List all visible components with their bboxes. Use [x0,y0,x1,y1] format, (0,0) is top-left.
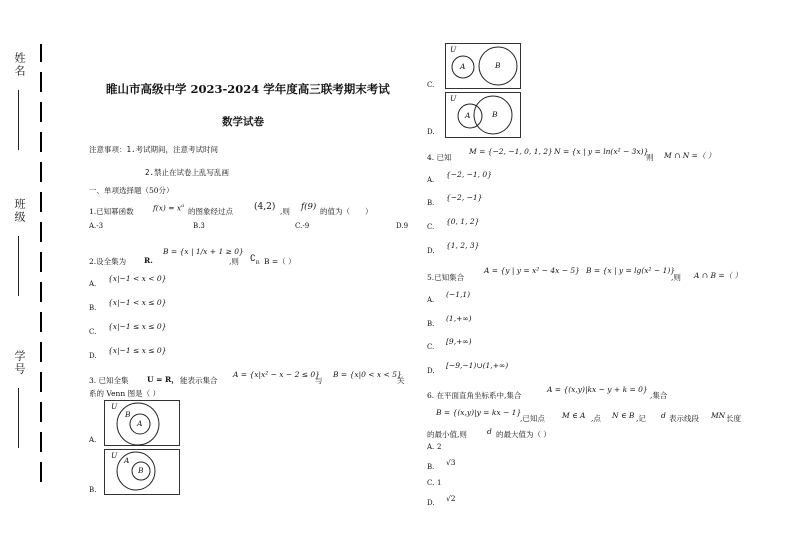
q6-stem-c: ,已知点 [520,414,545,423]
venn-b-label-b: B [138,466,144,475]
q2-option-a-label[interactable]: A. [89,280,97,288]
q5-option-a-text: (−1,1) [446,290,471,299]
q6-option-d-text: √2 [446,494,456,503]
venn-d-label-u: U [450,94,457,103]
q2-option-d-text: {x|−1 ≤ x ≤ 0} [108,346,167,355]
q5-option-b-text: (1,+∞) [446,314,472,323]
q5-option-d-text: [−9,−1)∪(1,+∞) [446,361,509,370]
q1-option-a[interactable]: A.-3 [89,222,104,230]
class-label: 班级 [13,198,26,224]
q3-set-a: A = {x|x² − x − 2 ≤ 0} [233,370,320,379]
q2-stem-b: ,则 [229,257,239,266]
q2-option-d-label[interactable]: D. [89,352,97,360]
venn-a-label-u: U [111,402,118,411]
q1-stem-a: 1.已知幂函数 [89,207,134,216]
q4-set-m: M = {−2, −1, 0, 1, 2} [469,147,553,156]
q2-option-c-text: {x|−1 ≤ x ≤ 0} [108,322,167,331]
q6-mn: MN [711,411,726,420]
q3-stem-c: 系的 Venn 图是（ ） [89,389,160,398]
q2-stem-a: 2.设全集为 [89,257,127,266]
q5-option-c-label[interactable]: C. [427,343,435,351]
venn-c-label-u: U [450,45,457,54]
q2-option-b-label[interactable]: B. [89,304,97,312]
q6-stem-a: 6. 在平面直角坐标系中,集合 [427,391,522,400]
name-label: 姓名 [13,52,26,78]
venn-d-label-b: B [492,110,498,119]
q6-point-n: N ∈ B [612,411,635,420]
q3-option-a[interactable]: A. [89,436,97,444]
q2-option-a-text: {x|−1 < x < 0} [108,274,167,283]
q3-set-b: B = {x|0 < x < 5} [333,370,402,379]
q5-option-c-text: [9,+∞) [446,337,472,346]
q2-set-b: B = {x | 1/x + 1 ≥ 0} [163,247,244,256]
q4-expr: M ∩ N =（ ） [664,151,716,160]
q3-option-c[interactable]: C. [427,81,435,89]
q1-stem-c: ,则 [280,207,290,216]
q3-option-d[interactable]: D. [427,128,435,136]
venn-c-label-a: A [460,62,466,71]
q5-stem-b: ,则 [671,273,681,282]
q6-option-c-label[interactable]: C. [427,479,435,487]
q6-stem-i: 的最大值为（ ） [496,430,551,439]
q4-stem-b: 则 [646,153,654,162]
q6-d: d [661,411,666,420]
q1-f9: f(9) [301,202,317,212]
id-label: 学号 [13,350,26,376]
q4-option-b-text: {−2, −1} [446,193,483,202]
q6-stem-g: 长度 [726,414,741,423]
q4-option-a-label[interactable]: A. [427,176,435,184]
q2-option-c-label[interactable]: C. [89,328,97,336]
q6-option-c-text: 1 [437,479,442,487]
venn-d-label-a: A [465,111,471,120]
q4-option-b-label[interactable]: B. [427,199,435,207]
q2-universal-set: R. [144,256,153,265]
q5-set-a: A = {y | y = x² − 4x − 5} [484,266,580,275]
venn-a-label-b: B [125,410,131,419]
q2-complement: $∁_R$ [250,254,260,266]
q5-option-d-label[interactable]: D. [427,367,435,375]
q2-option-b-text: {x|−1 < x ≤ 0} [108,298,167,307]
q1-option-c[interactable]: C.-9 [295,222,310,230]
q6-option-b-label[interactable]: B. [427,463,435,471]
q5-option-b-label[interactable]: B. [427,320,435,328]
section-heading: 一、单项选择题（50分） [89,186,174,195]
notes-line-2: 2.禁止在试卷上乱写乱画 [145,168,230,177]
q6-stem-d: ,点 [591,414,601,423]
q3-option-b[interactable]: B. [89,486,97,494]
q3-universal: U = R， [147,375,179,384]
q4-option-d-label[interactable]: D. [427,247,435,255]
q1-point: (4,2) [254,202,276,212]
q1-formula: $f(x) = x^a$ [153,203,185,213]
q6-stem-f: 表示线段 [669,414,699,423]
q4-option-d-text: {1, 2, 3} [446,241,480,250]
q6-set-a: A = {(x,y)|kx − y + k = 0} [547,385,648,394]
q6-stem-b: ,集合 [650,391,668,400]
q6-option-d-label[interactable]: D. [427,499,435,507]
q5-option-a-label[interactable]: A. [427,296,435,304]
q3-with: 与 [315,376,323,385]
q1-stem-b: 的图象经过点 [188,207,233,216]
q6-d-2: d [487,427,492,436]
q5-stem-a: 5.已知集合 [427,273,465,282]
venn-b-label-a: A [124,456,130,465]
q5-expr: A ∩ B =（ ） [694,271,743,280]
q3-stem-b: 能表示集合 [180,376,218,385]
q3-stem-a: 3. 已知全集 [89,376,129,385]
q6-set-b: B = {(x,y)|y = kx − 1} [436,408,522,417]
q6-point-m: M ∈ A [562,411,586,420]
q4-option-c-label[interactable]: C. [427,223,435,231]
q6-stem-e: ,记 [636,414,646,423]
venn-c-label-b: B [495,61,501,70]
exam-title: 睢山市高级中学 2023-2024 学年度高三联考期末考试 [106,82,390,96]
exam-subtitle: 数学试卷 [222,116,264,128]
q6-option-b-text: √3 [446,458,456,467]
q1-option-b[interactable]: B.3 [193,222,205,230]
q4-set-n: N = {x | y = ln(x² − 3x)} [554,147,649,156]
q6-stem-h: 的最小值,则 [427,430,467,439]
venn-b-circle-a [117,452,155,490]
q4-option-a-text: {−2, −1, 0} [446,170,492,179]
q4-option-c-text: {0, 1, 2} [446,217,480,226]
q3-rel: 关 [397,376,405,385]
q6-option-a-text: 2 [437,443,442,451]
notes-line-1: 注意事项：1.考试期间，注意考试时间 [89,145,219,154]
q1-stem-d: 的值为（ ） [320,207,373,216]
q6-option-a-label[interactable]: A. [427,443,435,451]
q1-option-d[interactable]: D.9 [396,222,409,230]
q4-stem-a: 4. 已知 [427,153,452,162]
venn-a-label-a: A [137,419,143,428]
venn-b-label-u: U [111,451,118,460]
q2-complement-b: B =（ ） [264,257,296,266]
q5-set-b: B = {x | y = lg(x² − 1)} [586,266,676,275]
